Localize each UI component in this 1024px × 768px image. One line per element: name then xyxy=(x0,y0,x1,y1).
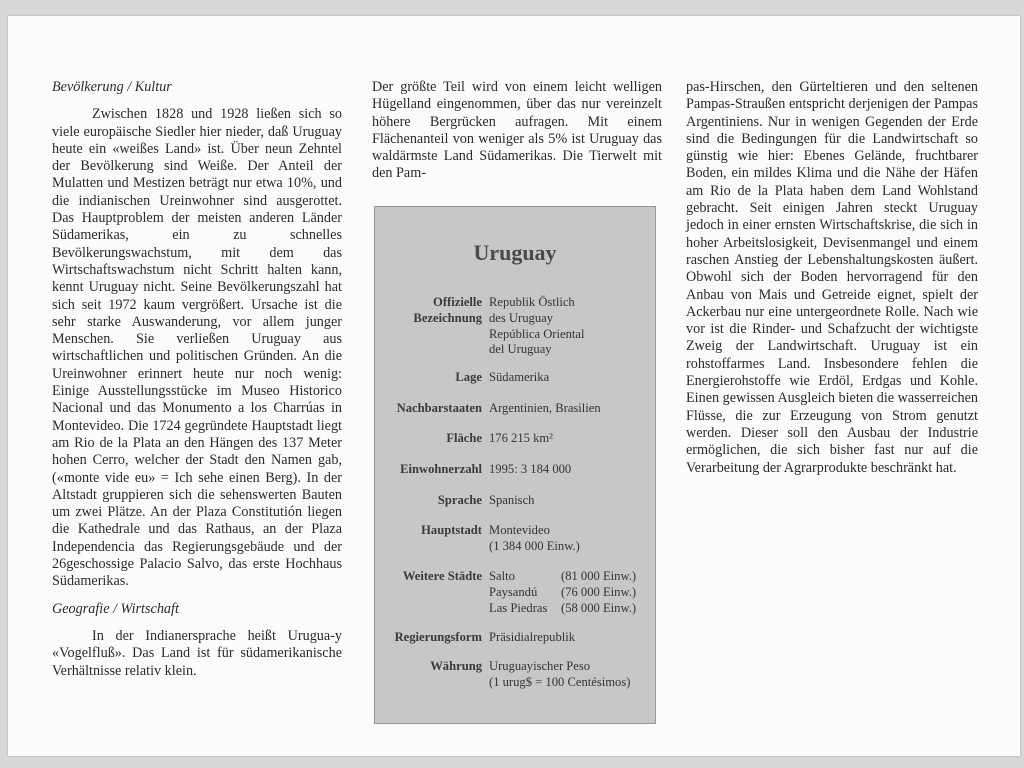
city-row xyxy=(489,601,654,617)
fact-label: Lage xyxy=(455,370,482,384)
fact-label: Hauptstadt xyxy=(421,523,482,537)
fact-value xyxy=(489,569,654,616)
fact-label: Nachbarstaaten xyxy=(396,401,482,415)
fact-label: Einwohnerzahl xyxy=(400,462,482,476)
fact-label: Weitere Städte xyxy=(402,569,482,583)
paragraph-landscape: Der größte Teil wird von einem leicht welligen Hügelland eingenommen, über das nur vereinzelt höhere Bergrücken aufragen. Mit einem Flächenanteil von weniger als 5% ist Uruguay das waldärmste Land Südamerikas. Die Tierwelt mit den Pam- xyxy=(372,79,662,182)
city-population: (81 000 Einw.) xyxy=(561,569,637,583)
fact-value: 1995: 3 184 000 xyxy=(489,462,572,476)
fact-label: Fläche xyxy=(446,431,482,445)
document-page xyxy=(8,16,1020,756)
column-left xyxy=(52,79,342,680)
fact-box xyxy=(374,206,656,724)
fact-label: Offizielle Bezeichnung xyxy=(413,295,482,325)
fact-box-title: Uruguay xyxy=(473,240,557,265)
city-population: (76 000 Einw.) xyxy=(561,584,637,599)
column-right xyxy=(686,79,978,477)
fact-value: Präsidialrepublik xyxy=(489,630,576,644)
city-name: Paysandú xyxy=(489,584,538,599)
city-population: (58 000 Einw.) xyxy=(561,600,637,615)
fact-value: Argentinien, Brasilien xyxy=(489,401,601,415)
fact-value: Montevideo (1 384 000 Einw.) xyxy=(489,523,580,553)
city-name: Salto xyxy=(489,569,515,583)
fact-value: Südamerika xyxy=(489,370,550,384)
section-heading-population: Bevölkerung / Kultur xyxy=(52,79,172,95)
fact-label: Sprache xyxy=(437,493,482,507)
fact-value: Spanisch xyxy=(489,493,535,507)
fact-label: Währung xyxy=(430,659,482,673)
fact-label: Regierungsform xyxy=(394,630,482,644)
fact-value: Republik Östlich des Uruguay República Oriental del Uruguay xyxy=(489,295,585,357)
city-name: Las Piedras xyxy=(489,600,548,615)
column-middle xyxy=(372,79,662,183)
paragraph-geography: In der Indianersprache heißt Urugua-y «Vogelfluß». Das Land ist für südamerikanische Verhältnisse relativ klein. xyxy=(52,627,342,679)
city-row xyxy=(489,585,654,601)
paragraph-economy: pas-Hirschen, den Gürteltieren und den seltenen Pampas-Straußen entspricht derjenigen der Pampas Argentiniens. Nur in wenigen Gegenden der Erde sind die Bedingungen für die Landwirtschaft so günstig wie hier: Ebenes Gelände, fruchtbarer Boden, ein mildes Klima und die Nähe der Häfen am Rio de la Plata haben dem Land Wohlstand gebracht. Seit einigen Jahren steckt Uruguay jedoch in einer ernsten Wirtschaftskrise, die sich in hoher Arbeitslosigkeit, Devisenmangel und einem raschen Anstieg der Lebenshaltungskosten äußert. Obwohl sich der Boden hervorragend für den Anbau von Mais und Getreide eignet, spielt der Ackerbau nur eine untergeordnete Rolle. Nach wie vor ist die Rinder- und Schafzucht der wichtigste Zweig der Landwirtschaft. Uruguay ist ein rohstoffarmes Land. Insbesondere fehlen die Energierohstoffe wie Erdöl, Erdgas und Kohle. Einen gewissen Ausgleich bieten die wasserreichen Flüsse, die zur Erzeugung von Strom genutzt werden. Dieser soll den Ausbau der Industrie ermöglichen, die sich bisher fast nur auf die Verarbeitung der Agrarprodukte beschränkt hat. xyxy=(686,79,978,476)
city-row xyxy=(489,569,654,585)
paragraph-population: Zwischen 1828 und 1928 ließen sich so viele europäische Siedler hier nieder, daß Uruguay heute ein «weißes Land» ist. Über neun Zehntel der Bevölkerung sind Weiße. Der Anteil der Mulatten und Mestizen beträgt nur etwa 10%, und die indianischen Ureinwohner sind ausgerottet. Das Hauptproblem der meisten anderen Länder Südamerikas, ein zu schnelles Bevölkerungswachstum, mit dem das Wirtschaftswachstum nicht Schritt halten kann, kennt Uruguay nicht. Seine Bevölkerungszahl hat sich seit 1972 kaum vergrößert. Ursache ist die sehr starke Auswanderung, vor allem junger Menschen. Sie verließen Uruguay aus wirtschaftlichen und politischen Gründen. An die Ureinwohner erinnert heute nur noch wenig: Einige Ausstellungsstücke im Museo Historico Nacional und das Monumento a los Charrúas in Montevideo. Die 1724 gegründete Hauptstadt liegt am Rio de la Plata an den Hängen des 137 Meter hohen Cerro, welcher der Stadt den Namen gab, («monte vide eu» = Ich sehe einen Berg). In der Altstadt gruppieren sich die sehenswerten Bauten um zwei Plätze. An der Plaza Constitutión liegen die Kathedrale und das Rathaus, an der Plaza Independencia das Regierungsgebäude und der 26geschossige Palacio Salvo, das erste Hochhaus Südamerikas. xyxy=(52,106,342,590)
fact-value: 176 215 km² xyxy=(489,431,553,445)
section-heading-geography: Geografie / Wirtschaft xyxy=(52,600,179,617)
fact-value: Uruguayischer Peso (1 urug$ = 100 Centésimos) xyxy=(489,659,631,689)
